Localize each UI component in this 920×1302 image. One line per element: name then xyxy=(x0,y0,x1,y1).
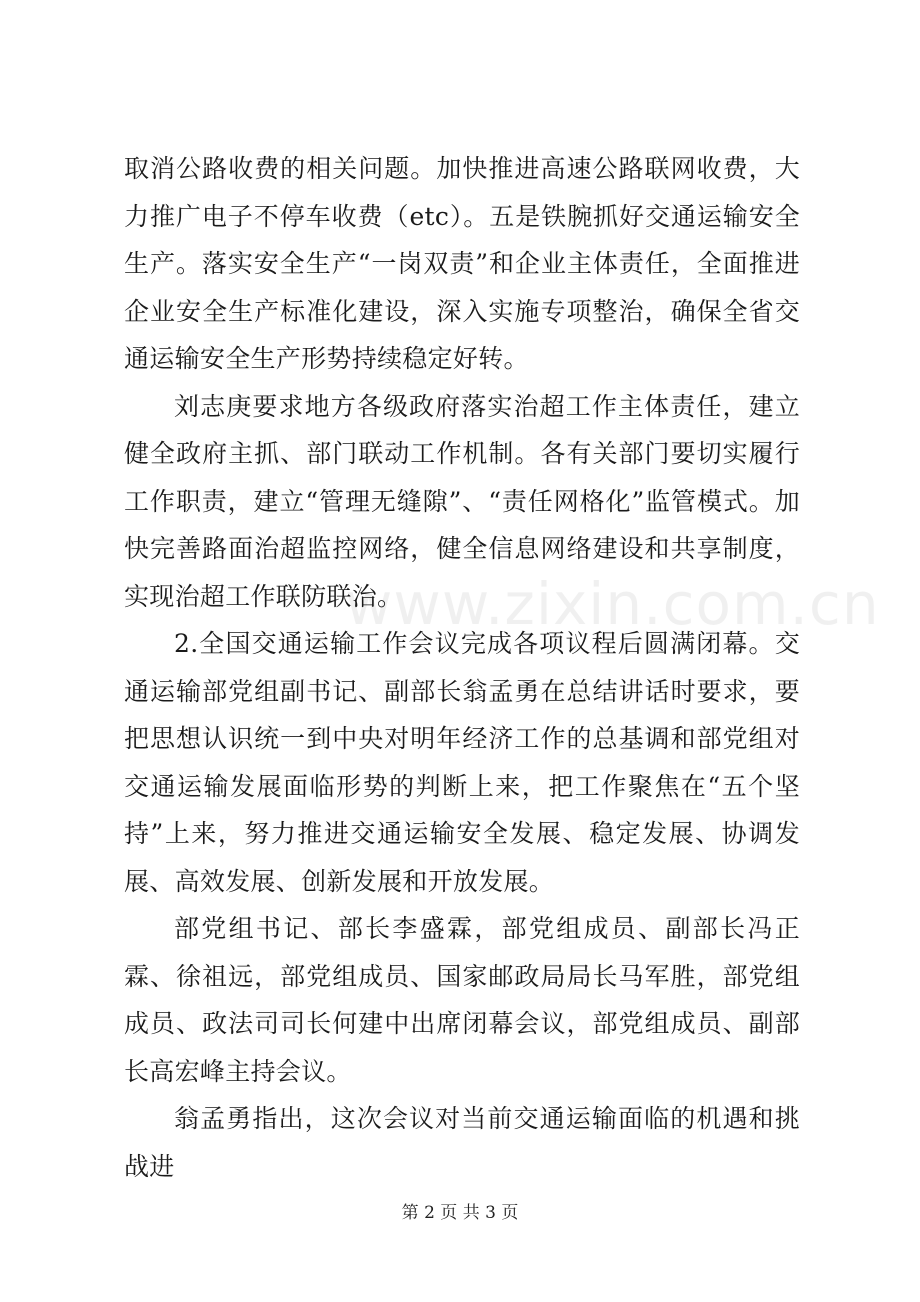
paragraph-4: 部党组书记、部长李盛霖，部党组成员、副部长冯正霖、徐祖远，部党组成员、国家邮政局局长马军胜，部党组成员、政法司司长何建中出席闭幕会议，部党组成员、副部长高宏峰主持会议。 xyxy=(124,914,800,1086)
paragraph-1: 取消公路收费的相关问题。加快推进高速公路联网收费，大力推广电子不停车收费（etc）。五是铁腕抓好交通运输安全生产。落实安全生产“一岗双责”和企业主体责任，全面推进企业安全生产标准化建设，深入实施专项整治，确保全省交通运输安全生产形势持续稳定好转。 xyxy=(124,154,800,373)
page-footer: 第 2 页 共 3 页 xyxy=(401,1203,519,1223)
paragraph-2: 刘志庚要求地方各级政府落实治超工作主体责任，建立健全政府主抓、部门联动工作机制。各有关部门要切实履行工作职责，建立“管理无缝隙”、“责任网格化”监管模式。加快完善路面治超监控网络，健全信息网络建设和共享制度，实现治超工作联防联治。 xyxy=(124,391,800,611)
document-body xyxy=(124,145,800,1190)
watermark: www.zixin.com.cn xyxy=(345,570,880,638)
paragraph-5: 翁孟勇指出，这次会议对当前交通运输面临的机遇和挑战进 xyxy=(124,1104,800,1181)
paragraph-3: 2.全国交通运输工作会议完成各项议程后圆满闭幕。交通运输部党组副书记、副部长翁孟勇在总结讲话时要求，要把思想认识统一到中央对明年经济工作的总基调和部党组对交通运输发展面临形势的判断上来，把工作聚焦在“五个坚持”上来，努力推进交通运输安全发展、稳定发展、协调发展、高效发展、创新发展和开放发展。 xyxy=(124,629,800,896)
